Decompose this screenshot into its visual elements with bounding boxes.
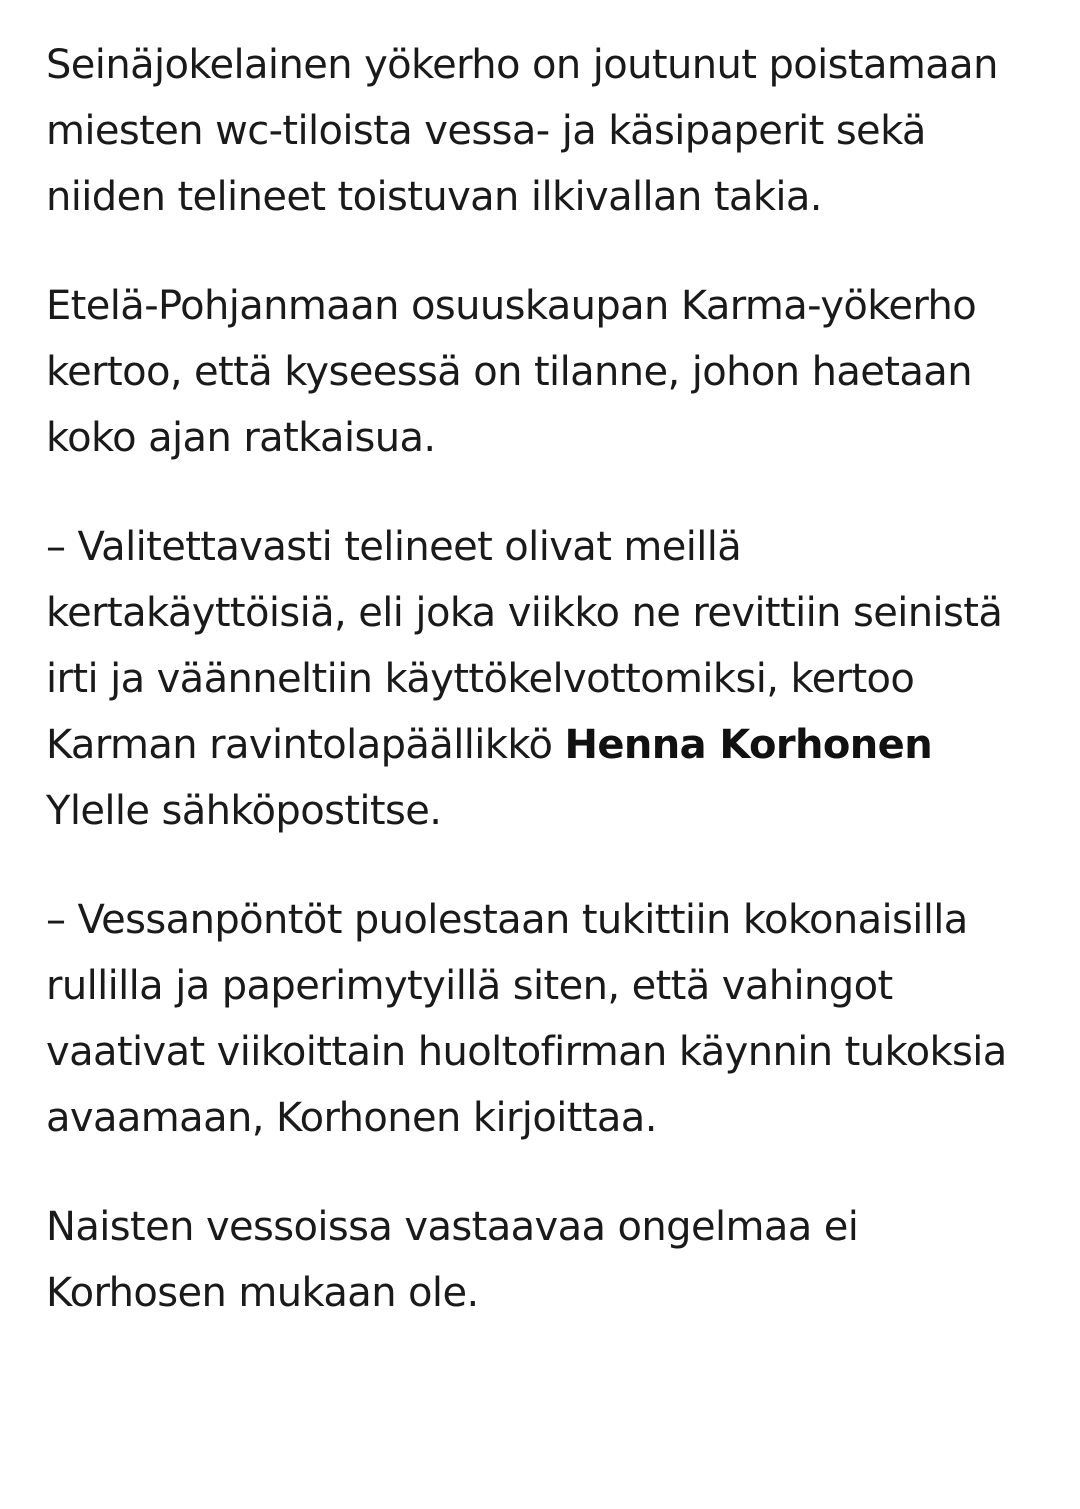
paragraph-quote-2 xyxy=(46,887,1046,1151)
paragraph-intro xyxy=(46,32,1046,230)
paragraph-closing xyxy=(46,1194,1046,1326)
paragraph-karma-text: Etelä-Pohjanmaan osuuskaupan Karma-yökerho kertoo, että kyseessä on tilanne, johon haetaan koko ajan ratkaisua. xyxy=(46,283,977,461)
paragraph-intro-text: Seinäjokelainen yökerho on joutunut poistamaan miesten wc-tiloista vessa- ja käsipaperit sekä niiden telineet toistuvan ilkivallan takia. xyxy=(46,42,998,220)
quote-1-text-before: – Valitettavasti telineet olivat meillä kertakäyttöisiä, eli joka viikko ne revittiin seinistä irti ja väänneltiin käyttökelvottomiksi, kertoo Karman ravintolapäällikkö xyxy=(46,524,1003,768)
paragraph-quote-2-text: – Vessanpöntöt puolestaan tukittiin kokonaisilla rullilla ja paperimytyillä siten, että vahingot vaativat viikoittain huoltofirman käynnin tukoksia avaamaan, Korhonen kirjoittaa. xyxy=(46,897,1007,1141)
person-name: Henna Korhonen xyxy=(564,722,933,768)
paragraph-closing-text: Naisten vessoissa vastaavaa ongelmaa ei Korhosen mukaan ole. xyxy=(46,1204,859,1316)
quote-1-text-after: Ylelle sähköpostitse. xyxy=(46,788,442,834)
paragraph-karma xyxy=(46,273,1046,471)
article-body xyxy=(46,32,1046,1326)
paragraph-quote-1 xyxy=(46,514,1046,844)
